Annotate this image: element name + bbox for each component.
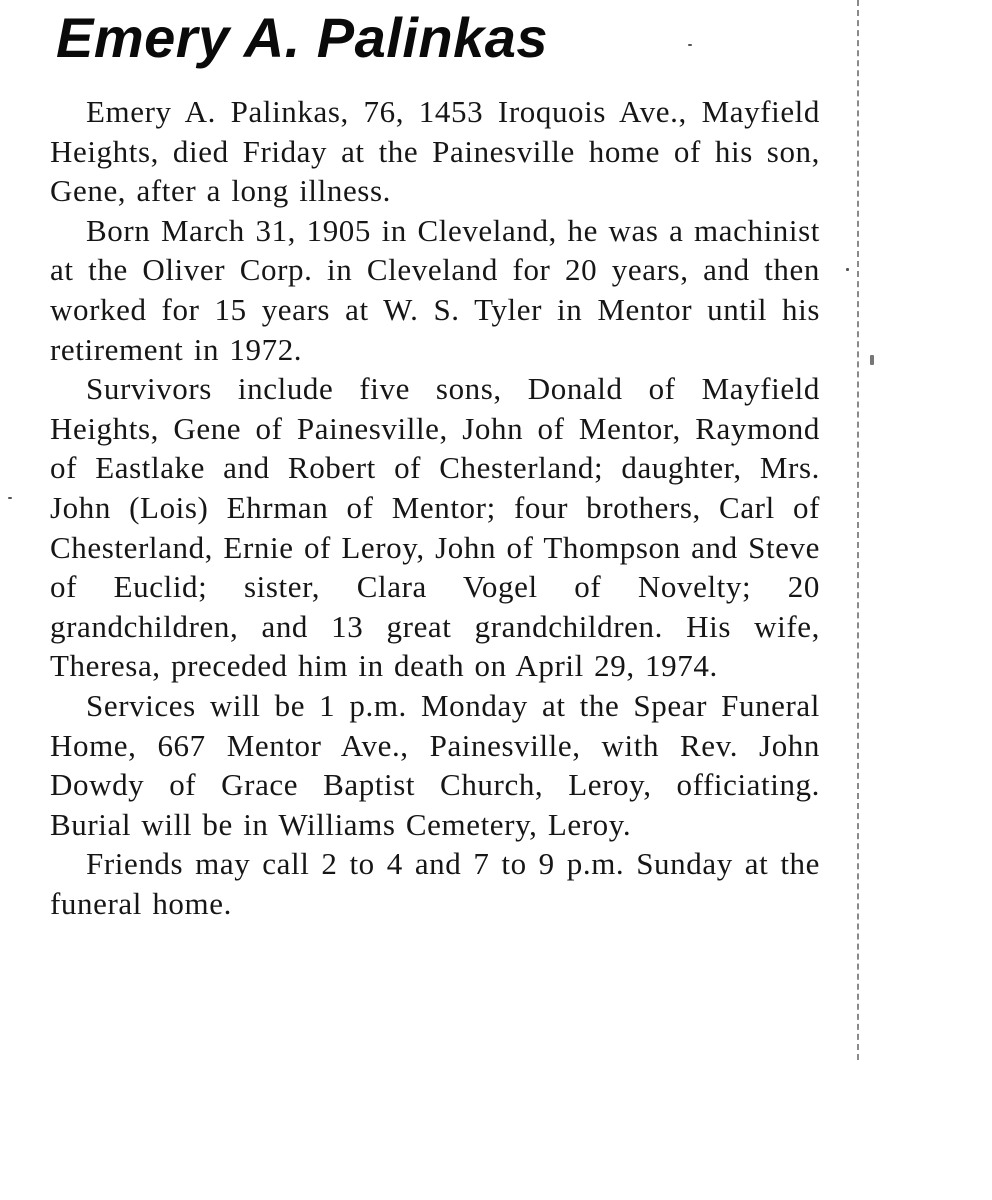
scan-speck	[846, 268, 849, 271]
obituary-body	[50, 92, 820, 923]
obituary-headline: Emery A. Palinkas	[56, 6, 549, 69]
clipping-edge-line	[857, 0, 859, 1060]
scan-speck	[870, 355, 874, 365]
paragraph-services: Services will be 1 p.m. Monday at the Spear Funeral Home, 667 Mentor Ave., Painesville, with Rev. John Dowdy of Grace Baptist Church, Leroy, officiating. Burial will be in Williams Cemetery, Leroy.	[50, 687, 820, 842]
paragraph-visitation: Friends may call 2 to 4 and 7 to 9 p.m. Sunday at the funeral home.	[50, 846, 820, 921]
scan-speck	[8, 497, 12, 499]
paragraph-survivors: Survivors include five sons, Donald of Mayfield Heights, Gene of Painesville, John of Mentor, Raymond of Eastlake and Robert of Chesterland; daughter, Mrs. John (Lois) Ehrman of Mentor; four brothers, Carl of Chesterland, Ernie of Leroy, John of Thompson and Steve of Euclid; sister, Clara Vogel of Novelty; 20 grandchildren, and 13 great grandchildren. His wife, Theresa, preceded him in death on April 29, 1974.	[50, 371, 820, 684]
paragraph-death-notice: Emery A. Palinkas, 76, 1453 Iroquois Ave., Mayfield Heights, died Friday at the Painesville home of his son, Gene, after a long illness.	[50, 94, 820, 209]
scan-speck	[688, 44, 692, 46]
paragraph-biography: Born March 31, 1905 in Cleveland, he was a machinist at the Oliver Corp. in Cleveland for 20 years, and then worked for 15 years at W. S. Tyler in Mentor until his retirement in 1972.	[50, 212, 820, 367]
